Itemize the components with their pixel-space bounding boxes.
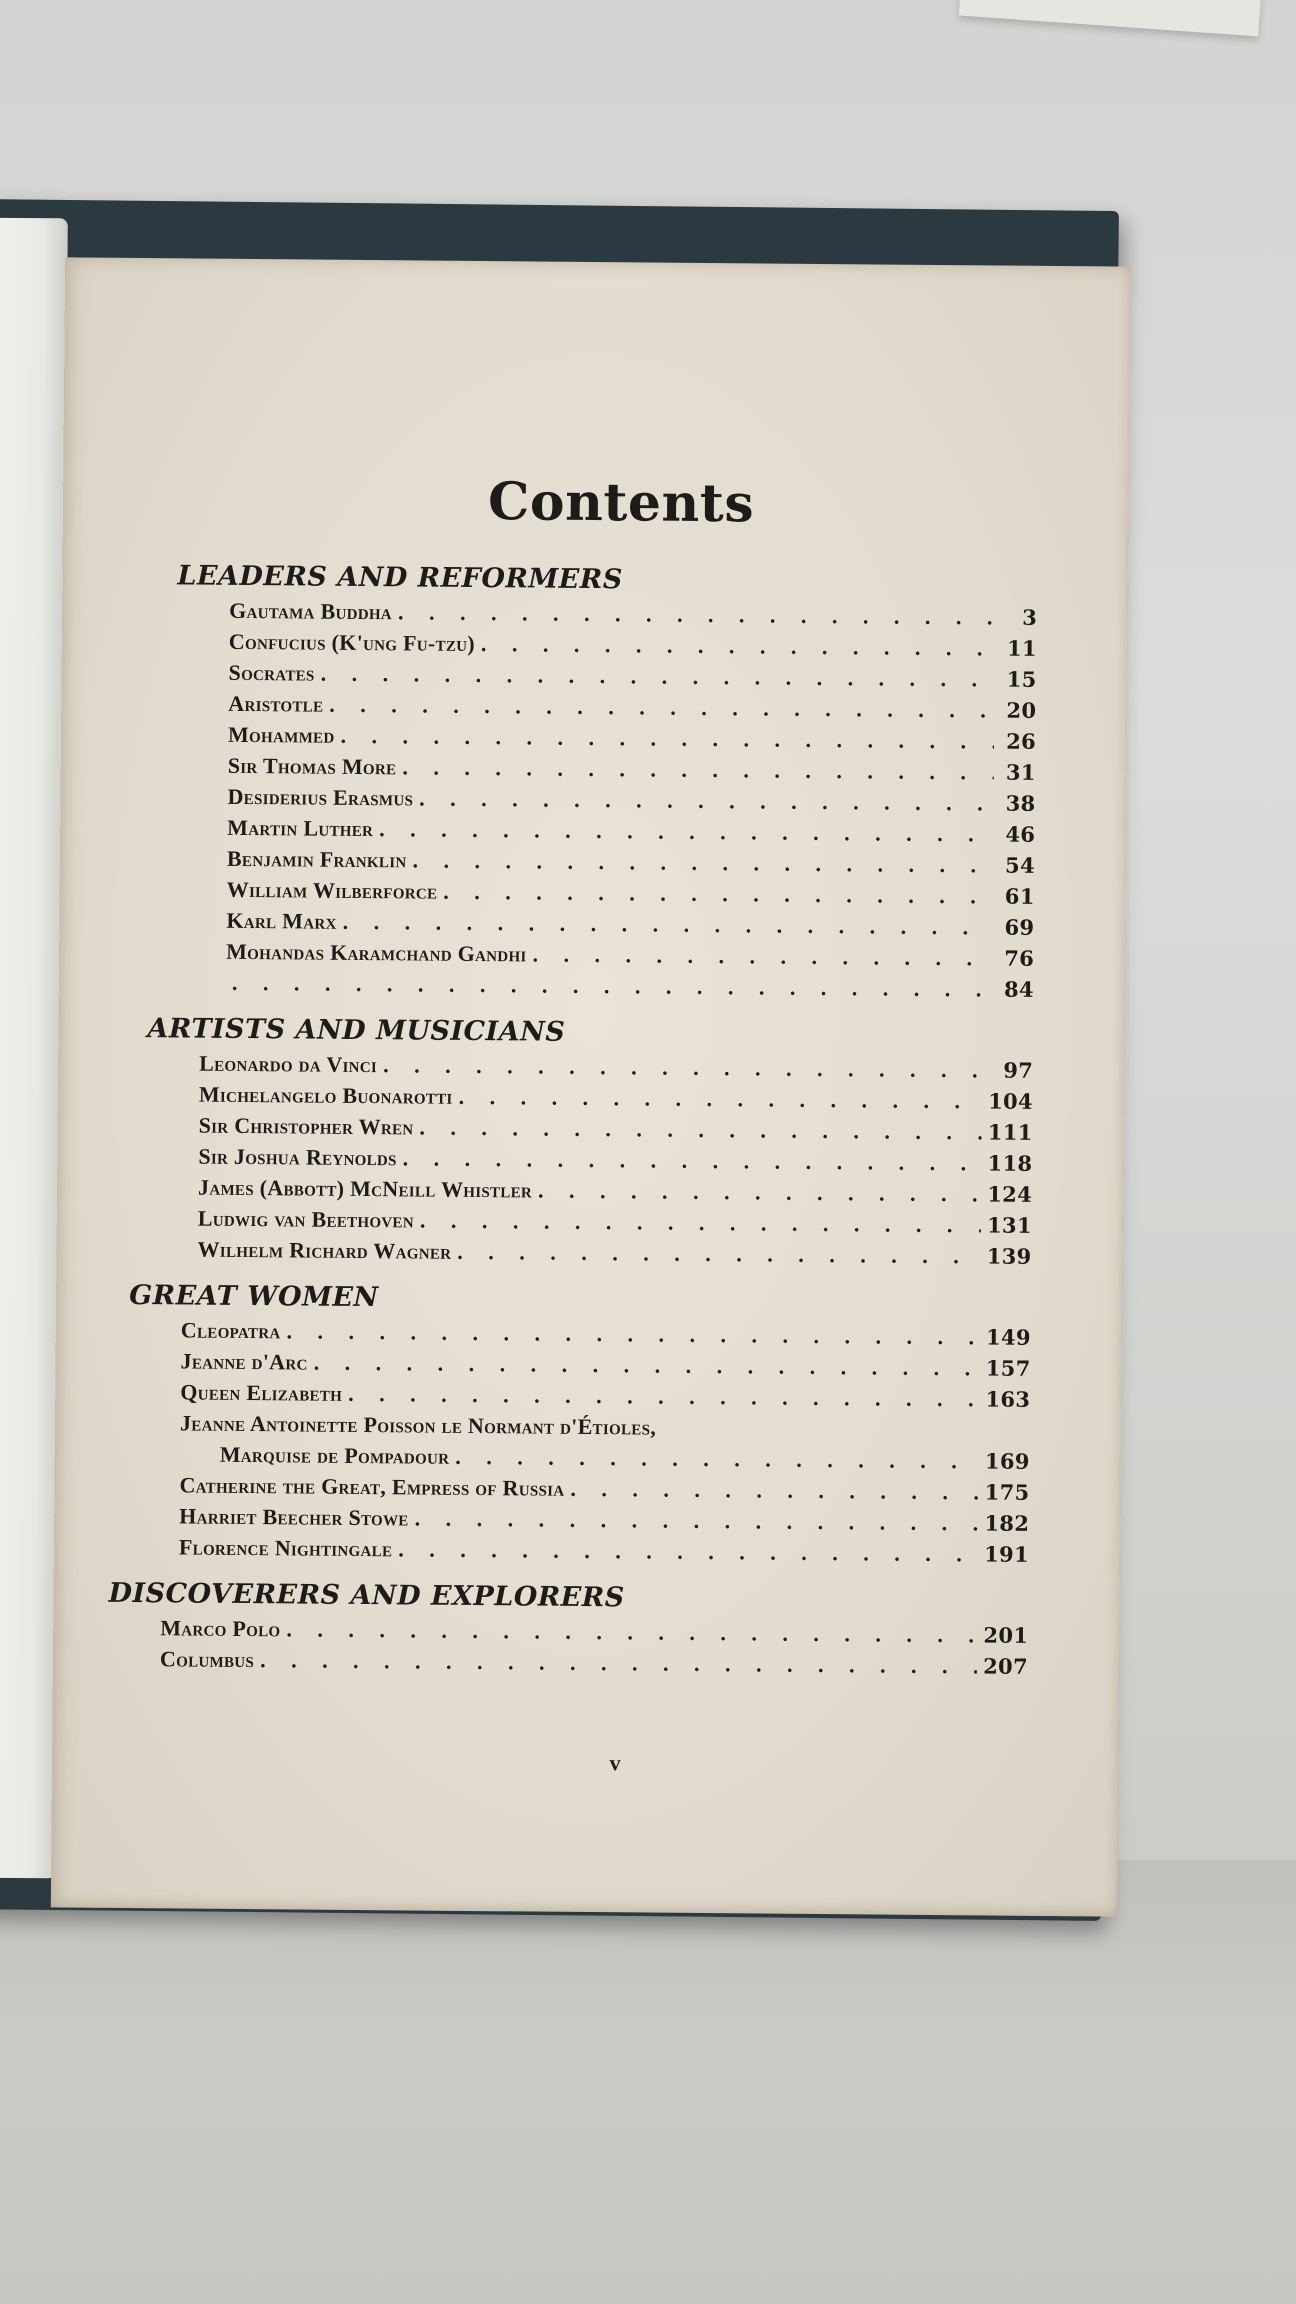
entry-name: Wilhelm Richard Wagner <box>197 1236 452 1264</box>
entry-page: 15 <box>1006 666 1037 692</box>
section-heading: ARTISTS AND MUSICIANS <box>147 1013 566 1048</box>
toc-section-explorers <box>108 1576 1029 1682</box>
entry-page: 124 <box>987 1181 1033 1207</box>
entry-page: 20 <box>1006 697 1037 723</box>
entry-name: Cleopatra <box>180 1317 281 1344</box>
dot-leader <box>419 782 994 818</box>
entry-page: 11 <box>1006 635 1037 661</box>
entry-page: 131 <box>986 1212 1032 1238</box>
entry-name: Ludwig van Beethoven <box>197 1205 415 1233</box>
dot-leader <box>481 628 995 663</box>
dot-leader <box>398 1533 978 1569</box>
table-surface <box>0 1860 1296 2304</box>
entry-name: Mohammed <box>227 721 335 748</box>
toc-entry <box>108 1643 1028 1682</box>
entry-page: 26 <box>1006 728 1037 754</box>
dot-leader <box>402 751 994 787</box>
entry-page: 104 <box>988 1088 1034 1114</box>
entry-page: 157 <box>985 1355 1031 1381</box>
dot-leader <box>419 1112 982 1148</box>
entry-name: James (Abbott) McNeill Whistler <box>198 1174 533 1203</box>
entry-page: 31 <box>1005 759 1036 785</box>
entry-name: Aristotle <box>228 690 324 717</box>
entry-page: 149 <box>985 1324 1031 1350</box>
dot-leader <box>455 1441 979 1477</box>
entry-page: 61 <box>1004 883 1035 909</box>
entry-name: Columbus <box>159 1646 255 1673</box>
dot-leader <box>532 938 992 973</box>
entry-page: 54 <box>1005 852 1036 878</box>
entry-page: 118 <box>987 1150 1033 1176</box>
entry-name: Confucius (K'ung Fu-tzu) <box>228 628 476 656</box>
entry-name: Marco Polo <box>160 1615 281 1642</box>
toc-entry-first-line: Jeanne Antoinette Poisson le Normant d'Étioles, <box>179 1410 657 1440</box>
entry-name: Harriet Beecher Stowe <box>179 1503 409 1531</box>
entry-page: 207 <box>983 1653 1029 1679</box>
entry-name: Mohandas Karamchand Gandhi <box>226 938 527 967</box>
entry-name: Gautama Buddha <box>229 597 393 625</box>
dot-leader <box>415 1502 979 1538</box>
toc-section-leaders <box>174 558 1038 1004</box>
entry-name: Queen Elizabeth <box>180 1379 343 1406</box>
entry-name: Catherine the Great, Empress of Russia <box>179 1472 565 1501</box>
dot-leader <box>412 844 993 880</box>
entry-page: 169 <box>984 1448 1030 1474</box>
entry-page: 84 <box>1003 976 1034 1002</box>
dot-leader <box>457 1236 981 1272</box>
entry-name-continuation: Marquise de Pompadour <box>219 1441 450 1469</box>
page-folio: v <box>609 1750 621 1776</box>
toc-section-women <box>127 1278 1031 1570</box>
dot-leader <box>260 1644 977 1681</box>
dot-leader <box>458 1081 982 1117</box>
entry-name: Leonardo da Vinci <box>199 1050 378 1078</box>
background-paper <box>959 0 1261 36</box>
dot-leader <box>570 1473 979 1508</box>
entry-page: 191 <box>984 1541 1030 1567</box>
contents-page <box>51 257 1131 1916</box>
table-of-contents <box>108 558 1038 1681</box>
entry-page: 201 <box>983 1622 1029 1648</box>
entry-page: 38 <box>1005 790 1036 816</box>
section-heading: GREAT WOMEN <box>129 1279 379 1314</box>
entry-page: 139 <box>986 1243 1032 1269</box>
entry-page: 3 <box>1022 604 1038 630</box>
entry-page: 163 <box>985 1386 1031 1412</box>
dot-leader <box>403 1142 982 1178</box>
entry-name: Benjamin Franklin <box>226 845 407 873</box>
dot-leader <box>538 1175 982 1210</box>
section-heading: LEADERS AND REFORMERS <box>177 560 623 596</box>
dot-leader <box>420 1205 981 1241</box>
dot-leader <box>232 967 992 1005</box>
entry-name: Florence Nightingale <box>178 1534 393 1562</box>
section-heading: DISCOVERERS AND EXPLORERS <box>108 1577 625 1614</box>
dot-leader <box>398 596 995 632</box>
dot-leader <box>443 876 993 912</box>
entry-name: Sir Joshua Reynolds <box>198 1143 397 1171</box>
entry-name: Sir Thomas More <box>227 752 397 780</box>
entry-name: Martin Luther <box>227 814 374 842</box>
entry-name: Desiderius Erasmus <box>227 783 414 811</box>
entry-page: 182 <box>984 1510 1030 1536</box>
entry-page: 111 <box>987 1119 1033 1145</box>
entry-name: Jeanne d'Arc <box>180 1348 308 1375</box>
entry-page: 46 <box>1005 821 1036 847</box>
entry-page: 69 <box>1004 914 1035 940</box>
entry-name: Sir Christopher Wren <box>198 1112 414 1140</box>
page-title: Contents <box>487 471 755 535</box>
entry-page: 76 <box>1004 945 1035 971</box>
entry-page: 97 <box>1003 1057 1034 1083</box>
entry-name: Karl Marx <box>226 907 337 934</box>
entry-name: William Wilberforce <box>226 876 438 904</box>
entry-page: 175 <box>984 1479 1030 1505</box>
entry-name: Michelangelo Buonarotti <box>198 1081 453 1109</box>
entry-name: Socrates <box>228 659 315 686</box>
toc-section-artists <box>145 1011 1033 1272</box>
